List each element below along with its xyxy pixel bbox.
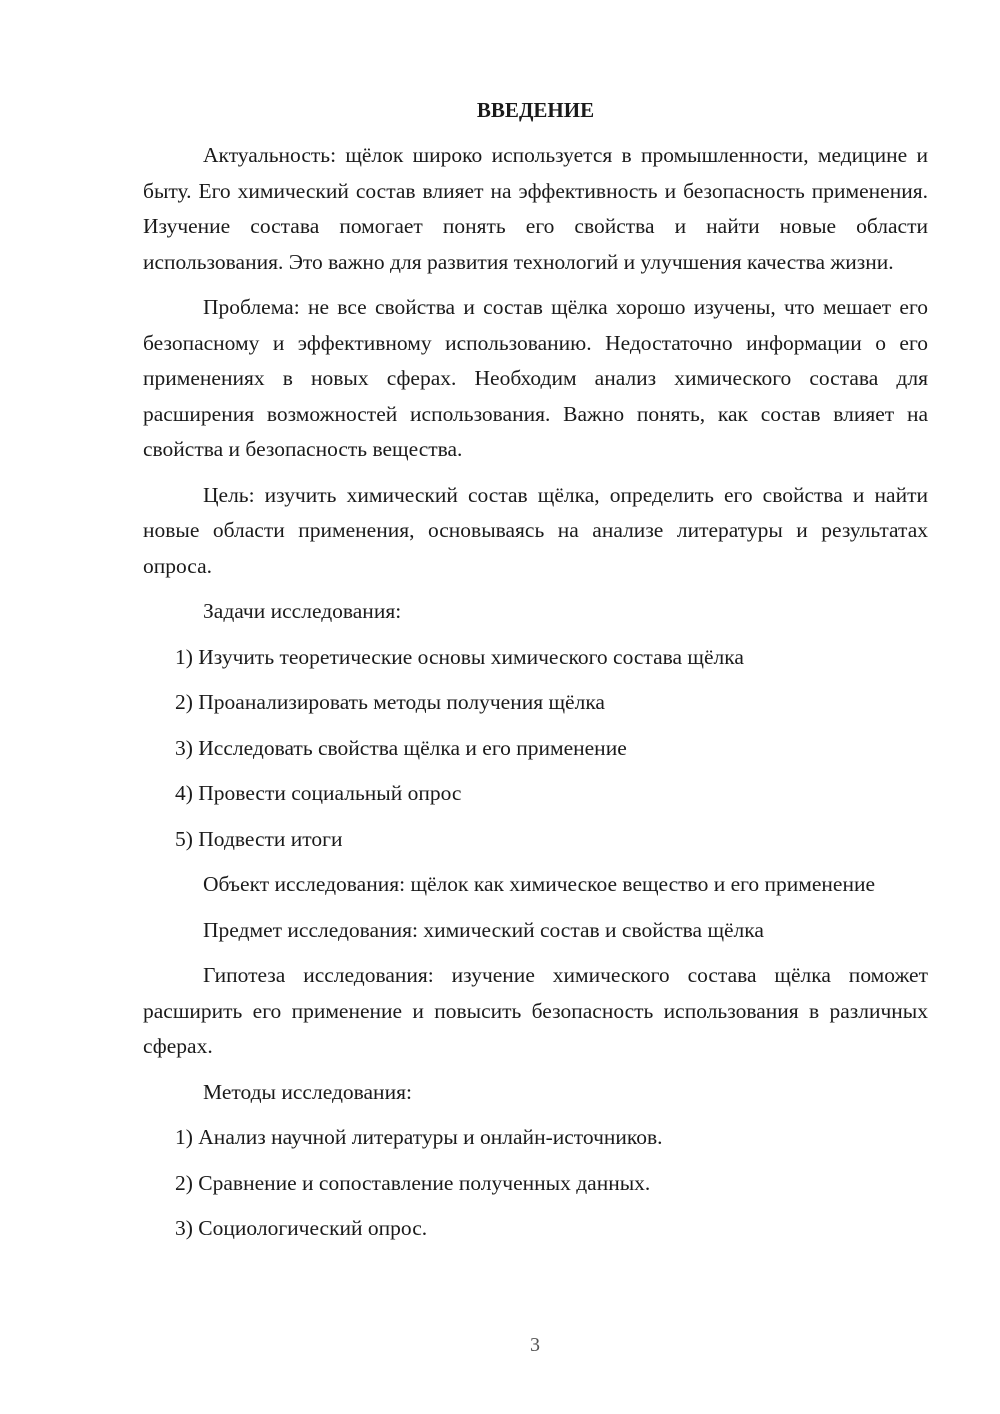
list-item: 5) Подвести итоги: [175, 826, 343, 851]
goal-paragraph: Цель: изучить химический состав щёлка, определить его свойства и найти новые области применения, основываясь на анализе литературы и результатах опроса.: [143, 482, 928, 578]
list-item: 1) Анализ научной литературы и онлайн-источников.: [175, 1125, 663, 1149]
list-item: 2) Проанализировать методы получения щёлка: [175, 690, 605, 714]
methods-heading: Методы исследования:: [203, 1079, 412, 1104]
list-item: 2) Сравнение и сопоставление полученных данных.: [175, 1170, 651, 1195]
object-paragraph: Объект исследования: щёлок как химическое вещество и его применение: [203, 872, 876, 896]
document-page: [143, 96, 928, 1257]
list-item: 1) Изучить теоретические основы химического состава щёлка: [175, 644, 744, 669]
relevance-paragraph: Актуальность: щёлок широко используется в промышленности, медицине и быту. Его химический состав влияет на эффективность и безопасность применения. Изучение состава помогает понять его свойства и найти новые области использования. Это важно для развития технологий и улучшения качества жизни.: [143, 143, 928, 274]
list-item: 3) Исследовать свойства щёлка и его применение: [175, 735, 627, 760]
problem-paragraph: Проблема: не все свойства и состав щёлка хорошо изучены, что мешает его безопасному и эффективному использованию. Недостаточно информации о его применениях в новых сферах. Необходим анализ химического состава для расширения возможностей использования. Важно понять, как состав влияет на свойства и безопасность вещества.: [143, 295, 928, 461]
tasks-list: [143, 640, 928, 858]
page-number: 3: [530, 1334, 540, 1356]
list-item: 3) Социологический опрос.: [175, 1216, 428, 1240]
methods-list: [143, 1120, 928, 1247]
hypothesis-paragraph: Гипотеза исследования: изучение химического состава щёлка поможет расширить его применение и повысить безопасность использования в различных сферах.: [143, 963, 928, 1058]
document-title: ВВЕДЕНИЕ: [476, 98, 595, 122]
tasks-heading: Задачи исследования:: [203, 599, 402, 623]
subject-paragraph: Предмет исследования: химический состав и свойства щёлка: [203, 917, 764, 942]
list-item: 4) Провести социальный опрос: [175, 781, 462, 805]
